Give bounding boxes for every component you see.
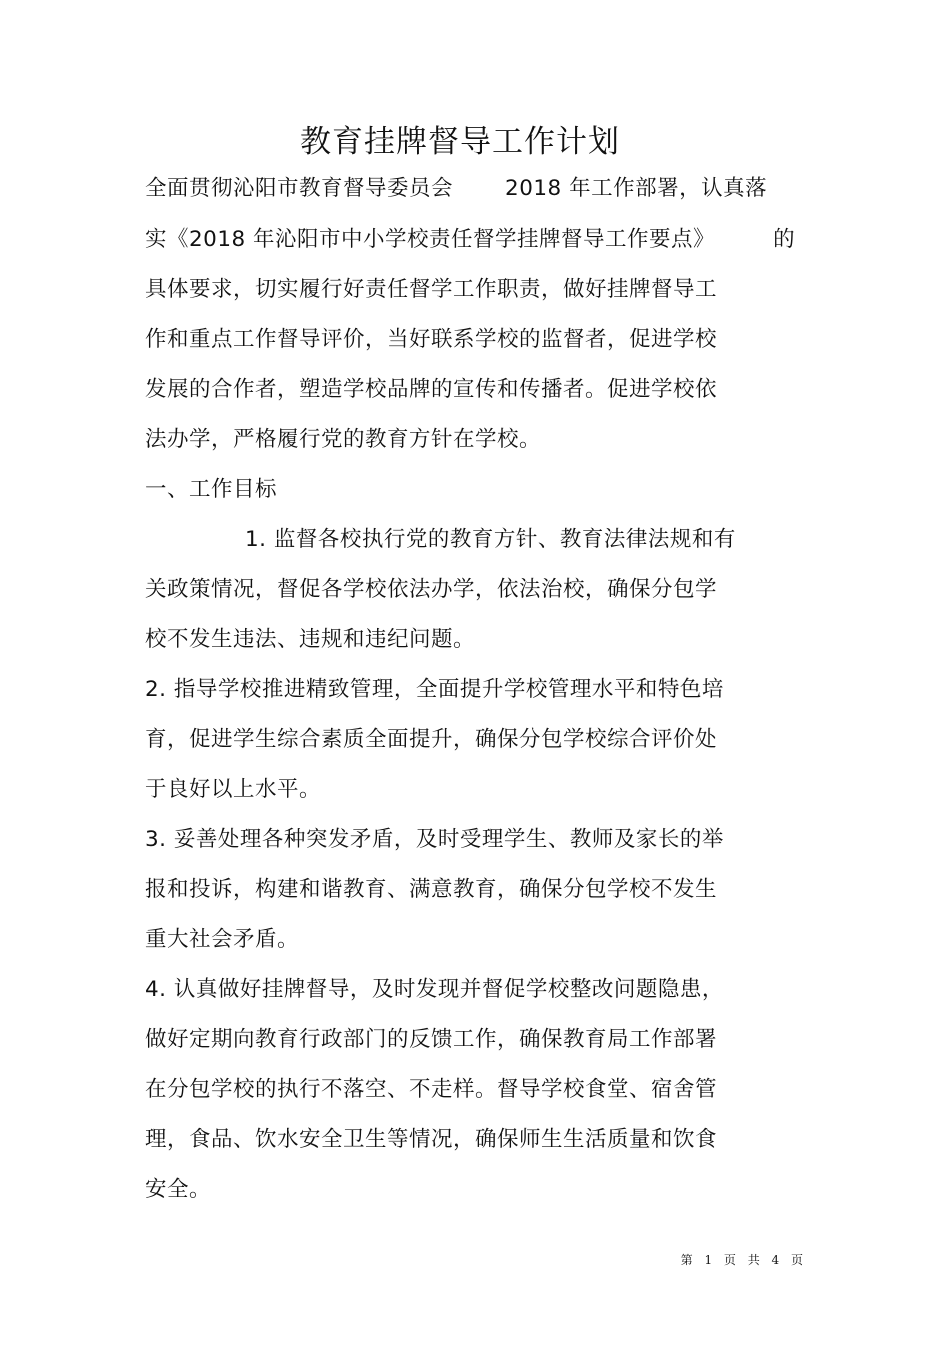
section-heading: 一、工作目标 [145, 477, 278, 502]
item-1-line-3: 校不发生违法、违规和违纪问题。 [145, 627, 476, 652]
page-footer: 第 1 页 共 4 页 [680, 1253, 807, 1267]
intro-line-1-b: 2018 年工作部署，认真落 [505, 176, 768, 201]
item-1-line-1 [145, 525, 736, 555]
item-1-line-1-text: 1. 监督各校执行党的教育方针、教育法律法规和有 [245, 527, 736, 552]
intro-line-2-a: 实《2018 年沁阳市中小学校责任督学挂牌督导工作要点》 [145, 227, 716, 252]
document-title: 教育挂牌督导工作计划 [300, 124, 620, 160]
item-3-line-3: 重大社会矛盾。 [145, 927, 300, 952]
item-4-line-3: 在分包学校的执行不落空、不走样。督导学校食堂、宿舍管 [145, 1077, 718, 1102]
intro-line-3: 具体要求，切实履行好责任督学工作职责，做好挂牌督导工 [145, 277, 718, 302]
intro-line-5: 发展的合作者，塑造学校品牌的宣传和传播者。促进学校依 [145, 377, 718, 402]
item-4-line-1: 4. 认真做好挂牌督导，及时发现并督促学校整改问题隐患， [145, 977, 724, 1002]
item-2-line-2: 育，促进学生综合素质全面提升，确保分包学校综合评价处 [145, 727, 718, 752]
item-3-line-1: 3. 妥善处理各种突发矛盾，及时受理学生、教师及家长的举 [145, 827, 724, 852]
intro-line-4: 作和重点工作督导评价，当好联系学校的监督者，促进学校 [145, 327, 718, 352]
item-2-line-1: 2. 指导学校推进精致管理，全面提升学校管理水平和特色培 [145, 677, 724, 702]
intro-line-1-a: 全面贯彻沁阳市教育督导委员会 [145, 176, 454, 201]
item-4-line-4: 理，食品、饮水安全卫生等情况，确保师生生活质量和饮食 [145, 1127, 718, 1152]
intro-line-1 [145, 174, 767, 204]
item-3-line-2: 报和投诉，构建和谐教育、满意教育，确保分包学校不发生 [145, 877, 718, 902]
item-4-line-5: 安全。 [145, 1177, 212, 1202]
item-1-line-2: 关政策情况，督促各学校依法办学，依法治校，确保分包学 [145, 577, 718, 602]
intro-line-6: 法办学，严格履行党的教育方针在学校。 [145, 427, 542, 452]
item-4-line-2: 做好定期向教育行政部门的反馈工作，确保教育局工作部署 [145, 1027, 718, 1052]
intro-line-2-b: 的 [773, 227, 796, 252]
item-2-line-3: 于良好以上水平。 [145, 777, 322, 802]
intro-line-2 [145, 225, 795, 255]
